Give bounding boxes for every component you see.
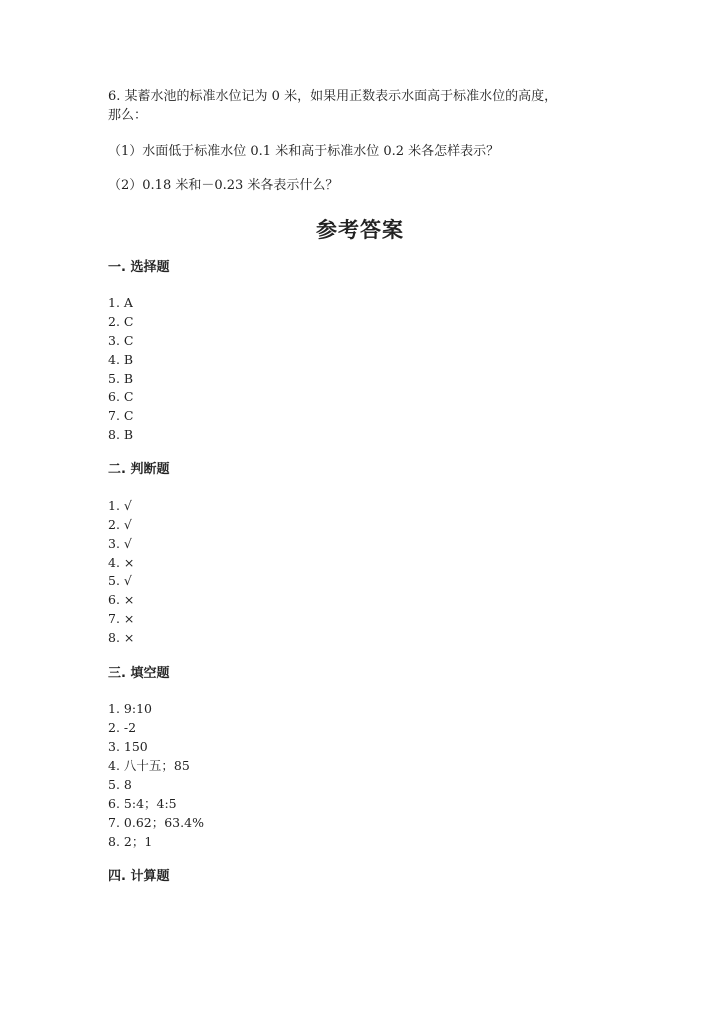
list-item: 6. × [108,592,135,607]
list-item: 2. √ [108,517,132,532]
list-item: 1. √ [108,498,132,513]
list-item: 2. -2 [108,720,137,735]
list-item: 3. √ [108,536,132,551]
section-heading-calculation: 四. 计算题 [108,869,170,884]
question-part-1: （1）水面低于标准水位 0.1 米和高于标准水位 0.2 米各怎样表示？ [108,144,500,159]
list-item: 4. B [108,352,134,367]
list-item: 5. √ [108,573,132,588]
section-heading-fill-blank: 三. 填空题 [108,666,170,681]
section-heading-choice: 一. 选择题 [108,260,170,275]
list-item: 7. × [108,611,135,626]
question-stem-line-2: 那么： [108,108,148,123]
list-item: 4. × [108,555,135,570]
list-item: 1. 9:10 [108,701,152,716]
answer-title: 参考答案 [316,218,404,242]
list-item: 4. 八十五；85 [108,758,190,773]
list-item: 1. A [108,295,133,310]
list-item: 8. 2；1 [108,834,153,849]
list-item: 8. B [108,427,134,442]
list-item: 7. 0.62；63.4% [108,815,204,830]
list-item: 8. × [108,630,135,645]
list-item: 7. C [108,408,134,423]
section-heading-judgment: 二. 判断题 [108,462,170,477]
list-item: 5. 8 [108,777,132,792]
list-item: 6. C [108,389,134,404]
list-item: 3. 150 [108,739,148,754]
list-item: 5. B [108,371,134,386]
question-stem-line-1: 6. 某蓄水池的标准水位记为 0 米，如果用正数表示水面高于标准水位的高度， [108,89,558,104]
list-item: 3. C [108,333,134,348]
list-item: 2. C [108,314,134,329]
question-part-2: （2）0.18 米和－0.23 米各表示什么？ [108,178,339,193]
list-item: 6. 5:4；4:5 [108,796,177,811]
